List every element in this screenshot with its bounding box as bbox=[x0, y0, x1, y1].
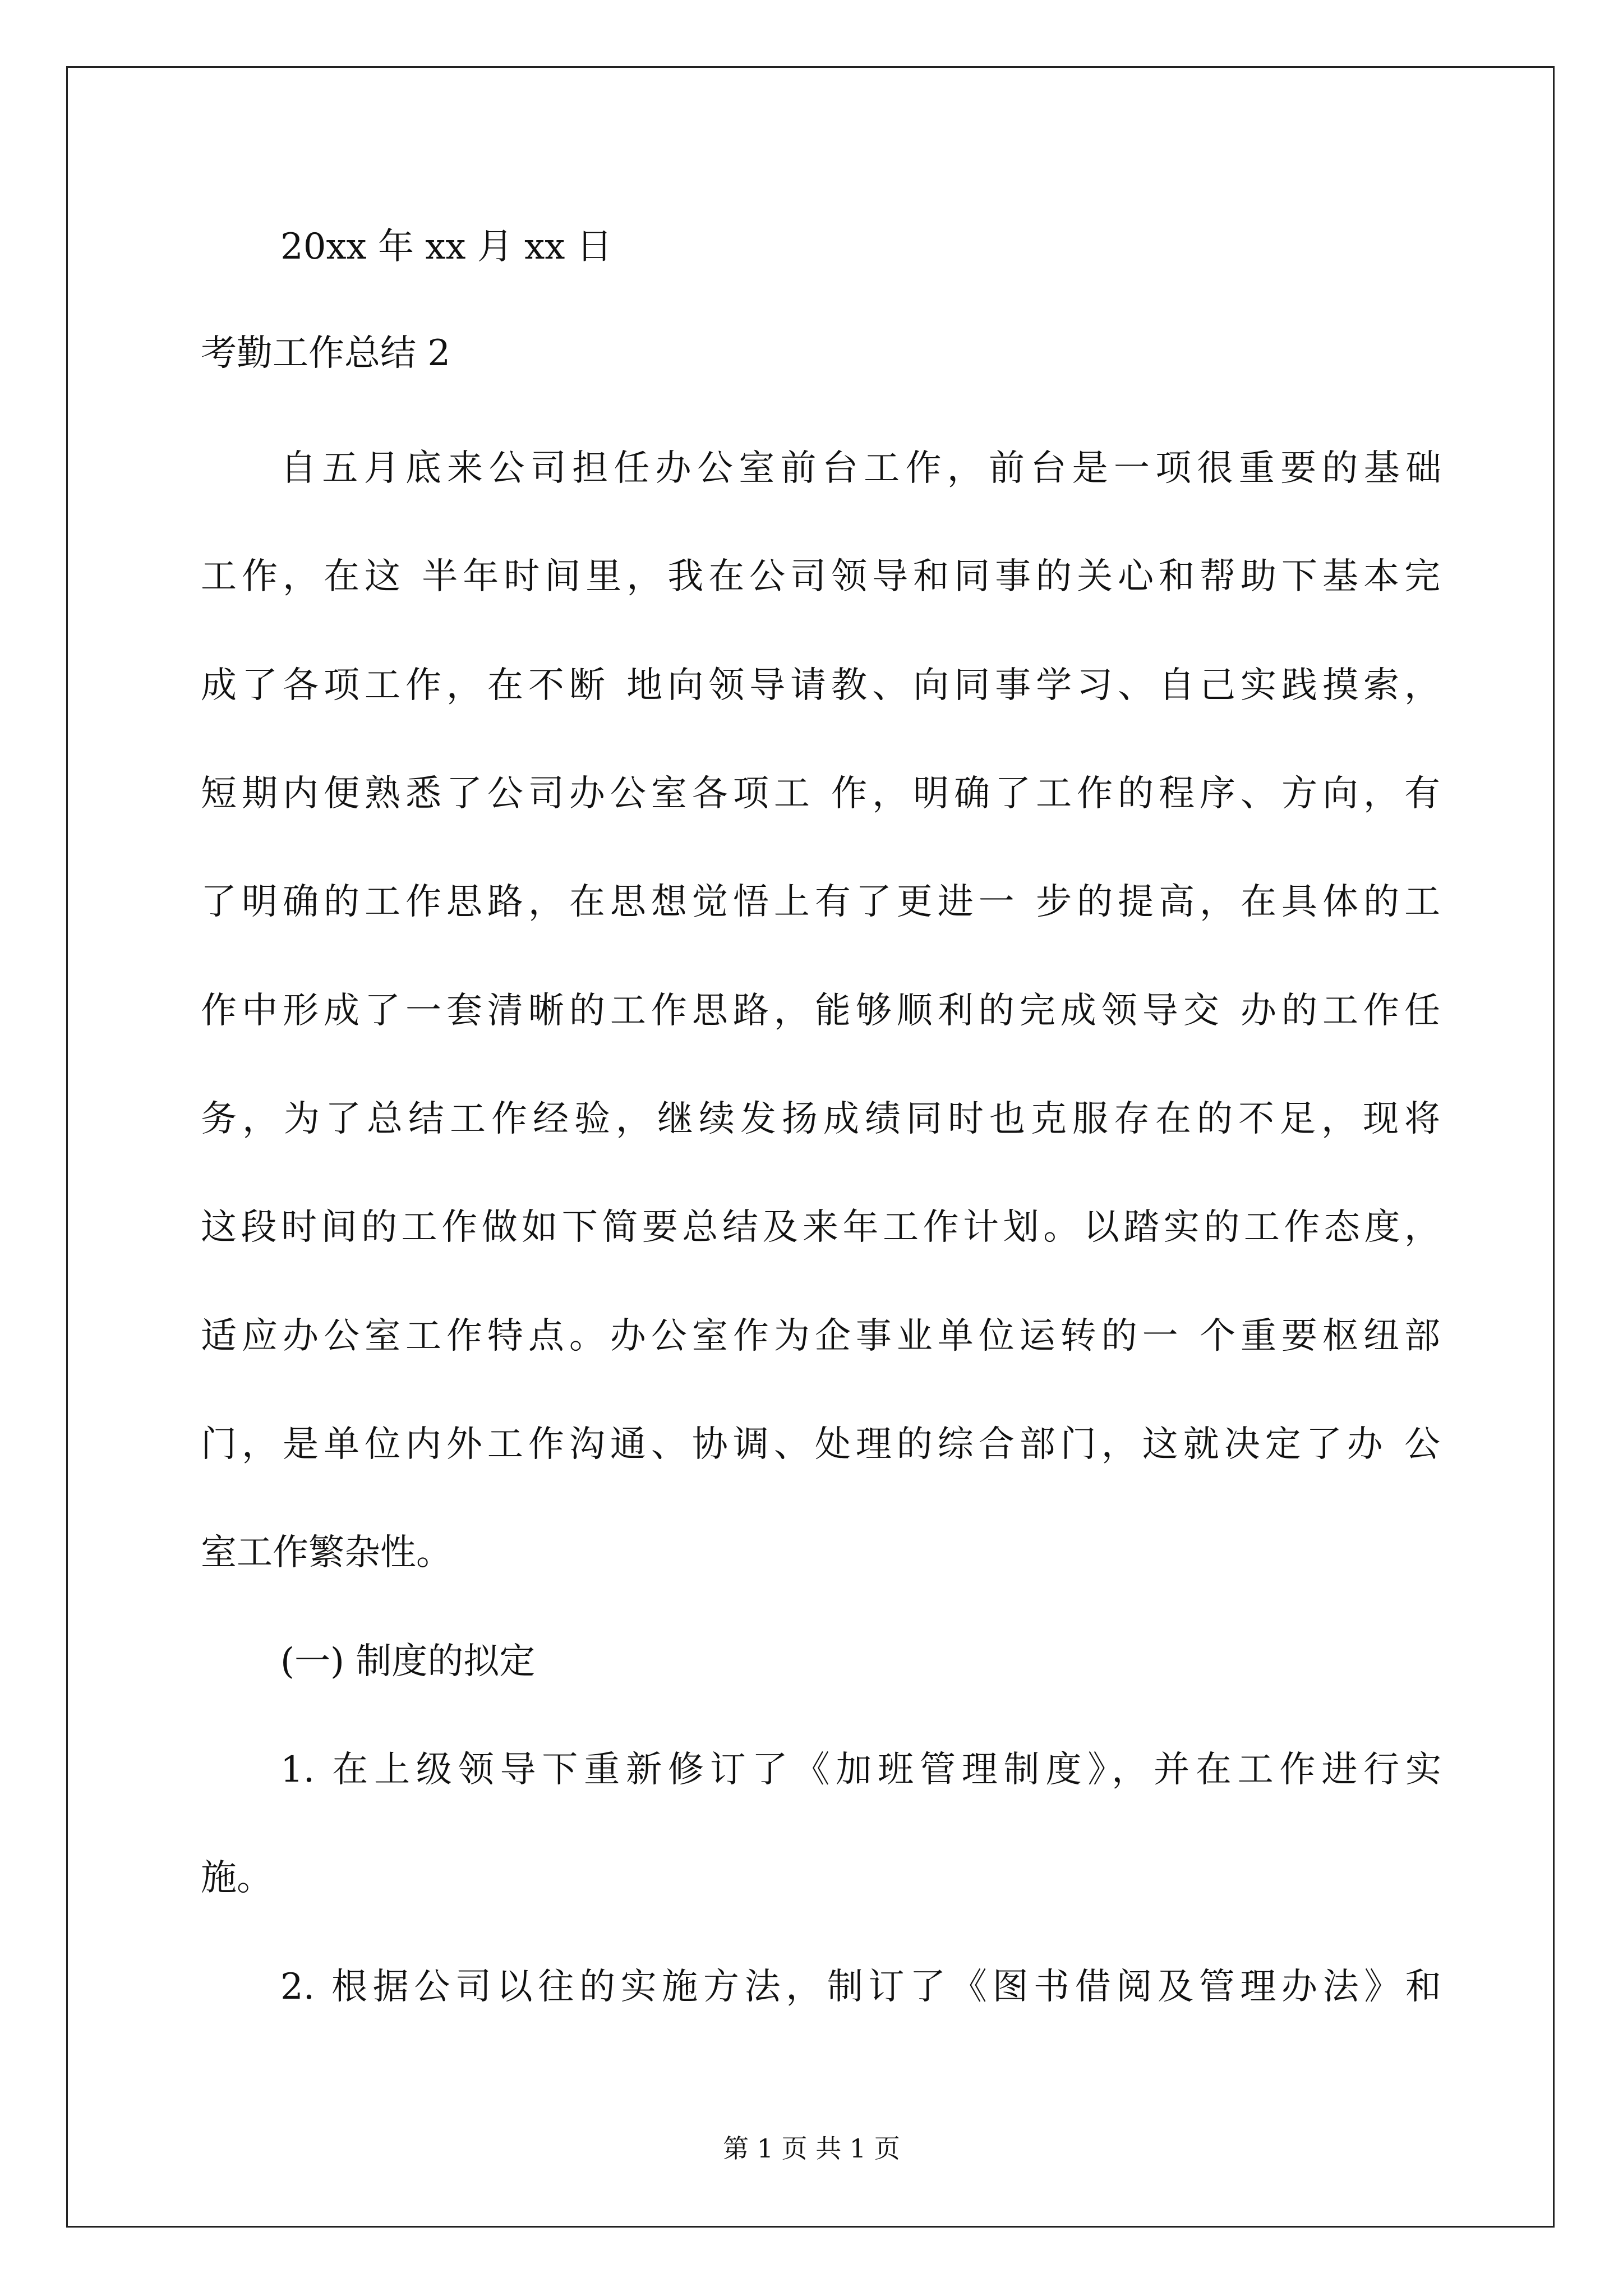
document-title: 考勤工作总结 2 bbox=[201, 333, 451, 374]
paragraph-1-line-8: 这段时间的工作做如下简要总结及来年工作计划。以踏实的工作态度， bbox=[201, 1207, 1440, 1248]
paragraph-1-line-3: 成了各项工作，在不断 地向领导请教、向同事学习、自己实践摸索， bbox=[201, 665, 1440, 706]
item-2-line-1: 2. 根据公司以往的实施方法，制订了《图书借阅及管理办法》和 bbox=[280, 1966, 1441, 2008]
paragraph-1-line-2: 工作，在这 半年时间里，我在公司领导和同事的关心和帮助下基本完 bbox=[201, 556, 1440, 597]
item-1-line-1: 1. 在上级领导下重新修订了《加班管理制度》，并在工作进行实 bbox=[280, 1749, 1441, 1791]
date-line: 20xx 年 xx 月 xx 日 bbox=[280, 226, 612, 268]
item-1-line-2: 施。 bbox=[201, 1857, 273, 1899]
paragraph-1-line-4: 短期内便熟悉了公司办公室各项工 作，明确了工作的程序、方向，有 bbox=[201, 773, 1440, 815]
section-heading: (一) 制度的拟定 bbox=[280, 1641, 536, 1682]
paragraph-1-line-6: 作中形成了一套清晰的工作思路，能够顺利的完成领导交 办的工作任 bbox=[201, 990, 1440, 1032]
paragraph-1-line-10: 门，是单位内外工作沟通、协调、处理的综合部门，这就决定了办 公 bbox=[201, 1424, 1440, 1465]
paragraph-1-line-5: 了明确的工作思路，在思想觉悟上有了更进一 步的提高，在具体的工 bbox=[201, 881, 1440, 923]
paragraph-1-line-9: 适应办公室工作特点。办公室作为企事业单位运转的一 个重要枢纽部 bbox=[201, 1315, 1440, 1357]
page-footer: 第 1 页 共 1 页 bbox=[723, 2133, 900, 2164]
paragraph-1-line-1: 自五月底来公司担任办公室前台工作，前台是一项很重要的基础 bbox=[280, 448, 1441, 489]
page-frame bbox=[66, 66, 1555, 2228]
paragraph-1-line-7: 务，为了总结工作经验，继续发扬成绩同时也克服存在的不足，现将 bbox=[201, 1098, 1440, 1140]
paragraph-1-line-11: 室工作繁杂性。 bbox=[201, 1532, 452, 1573]
